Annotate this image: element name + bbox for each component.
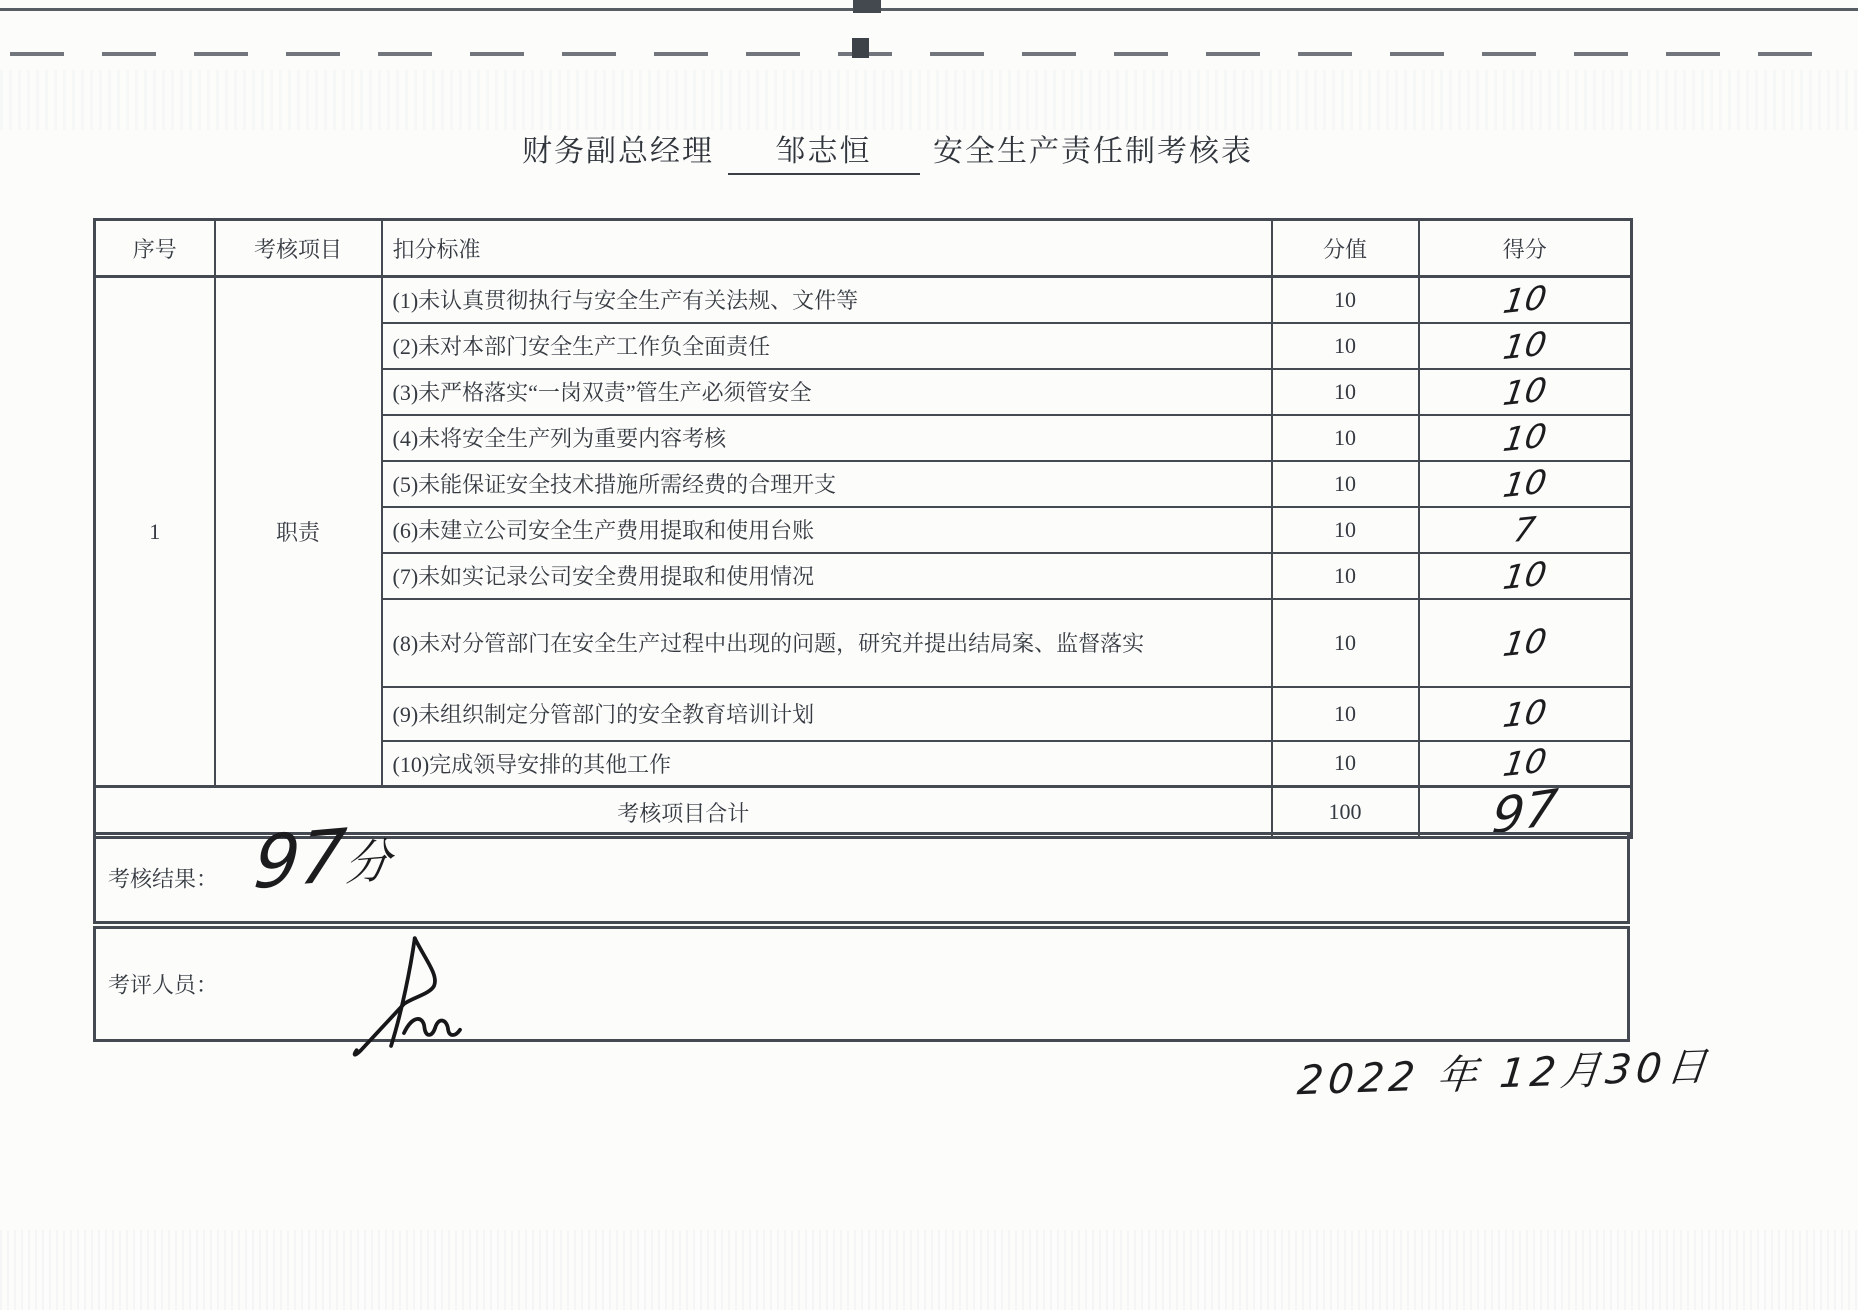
handwritten-score: 10 [1500,741,1549,785]
criteria-cell: (7)未如实记录公司安全费用提取和使用情况 [382,553,1272,599]
value-cell: 10 [1272,461,1419,507]
handwritten-score: 10 [1500,620,1549,664]
criteria-cell: (6)未建立公司安全生产费用提取和使用台账 [382,507,1272,553]
handwritten-result [250,812,395,906]
table-row [95,277,1632,323]
result-label: 考核结果： [108,866,219,892]
score-cell [1419,461,1632,507]
assessment-table [93,218,1633,846]
serial-number-cell: 1 [95,277,215,787]
criteria-cell: (3)未严格落实“一岗双责”管生产必须管安全 [382,369,1272,415]
value-cell: 10 [1272,323,1419,369]
table-header-row [95,220,1632,277]
score-cell [1419,507,1632,553]
score-cell [1419,415,1632,461]
score-cell [1419,369,1632,415]
handwritten-score: 10 [1500,461,1549,505]
criteria-cell: (10)完成领导安排的其他工作 [382,741,1272,787]
evaluator-box [93,926,1630,1042]
title-person-name: 邹志恒 [728,126,920,175]
handwritten-result-unit: 分 [342,832,394,892]
handwritten-score: 10 [1500,277,1549,321]
page-title [0,126,1775,175]
total-label-cell: 考核项目合计 [95,787,1272,838]
scan-perforation-dashes [10,52,1844,56]
value-cell: 10 [1272,415,1419,461]
header-item: 考核项目 [215,220,382,277]
total-value-cell: 100 [1272,787,1419,838]
value-cell: 10 [1272,369,1419,415]
evaluator-label: 考评人员： [108,972,219,998]
handwritten-score: 10 [1500,369,1549,413]
criteria-cell: (1)未认真贯彻执行与安全生产有关法规、文件等 [382,277,1272,323]
assessment-item-cell: 职责 [215,277,382,787]
criteria-cell: (8)未对分管部门在安全生产过程中出现的问题，研究并提出结局案、监督落实 [382,599,1272,687]
title-prefix: 财务副总经理 [522,135,714,168]
handwritten-score: 10 [1500,323,1549,367]
value-cell: 10 [1272,507,1419,553]
criteria-cell: (4)未将安全生产列为重要内容考核 [382,415,1272,461]
score-cell [1419,599,1632,687]
scan-binding-mark [852,38,869,58]
criteria-cell: (5)未能保证安全技术措施所需经费的合理开支 [382,461,1272,507]
total-score-cell [1419,777,1632,846]
header-score: 得分 [1419,220,1632,277]
score-cell [1419,687,1632,741]
header-criteria: 扣分标准 [382,220,1272,277]
value-cell: 10 [1272,553,1419,599]
value-cell: 10 [1272,687,1419,741]
score-cell [1419,323,1632,369]
handwritten-date: 2022 年 12月30日 [1295,1043,1714,1105]
value-cell: 10 [1272,599,1419,687]
scan-noise-band-bottom [0,1230,1858,1310]
header-value: 分值 [1272,220,1419,277]
handwritten-score: 7 [1511,508,1539,550]
score-cell [1419,741,1632,787]
scan-noise-band-top [0,70,1858,130]
handwritten-result-score: 97 [250,812,350,906]
header-serial: 序号 [95,220,215,277]
criteria-cell: (2)未对本部门安全生产工作负全面责任 [382,323,1272,369]
score-cell [1419,277,1632,323]
score-cell [1419,553,1632,599]
handwritten-score: 10 [1500,691,1549,735]
handwritten-score: 10 [1500,553,1549,597]
handwritten-score: 10 [1500,415,1549,459]
scan-binding-mark-top [853,0,881,13]
value-cell: 10 [1272,277,1419,323]
scan-top-edge-line [0,8,1858,11]
handwritten-total-score: 97 [1489,777,1561,846]
criteria-cell: (9)未组织制定分管部门的安全教育培训计划 [382,687,1272,741]
title-suffix: 安全生产责任制考核表 [933,135,1253,168]
evaluator-signature-icon [348,933,488,1063]
value-cell: 10 [1272,741,1419,787]
